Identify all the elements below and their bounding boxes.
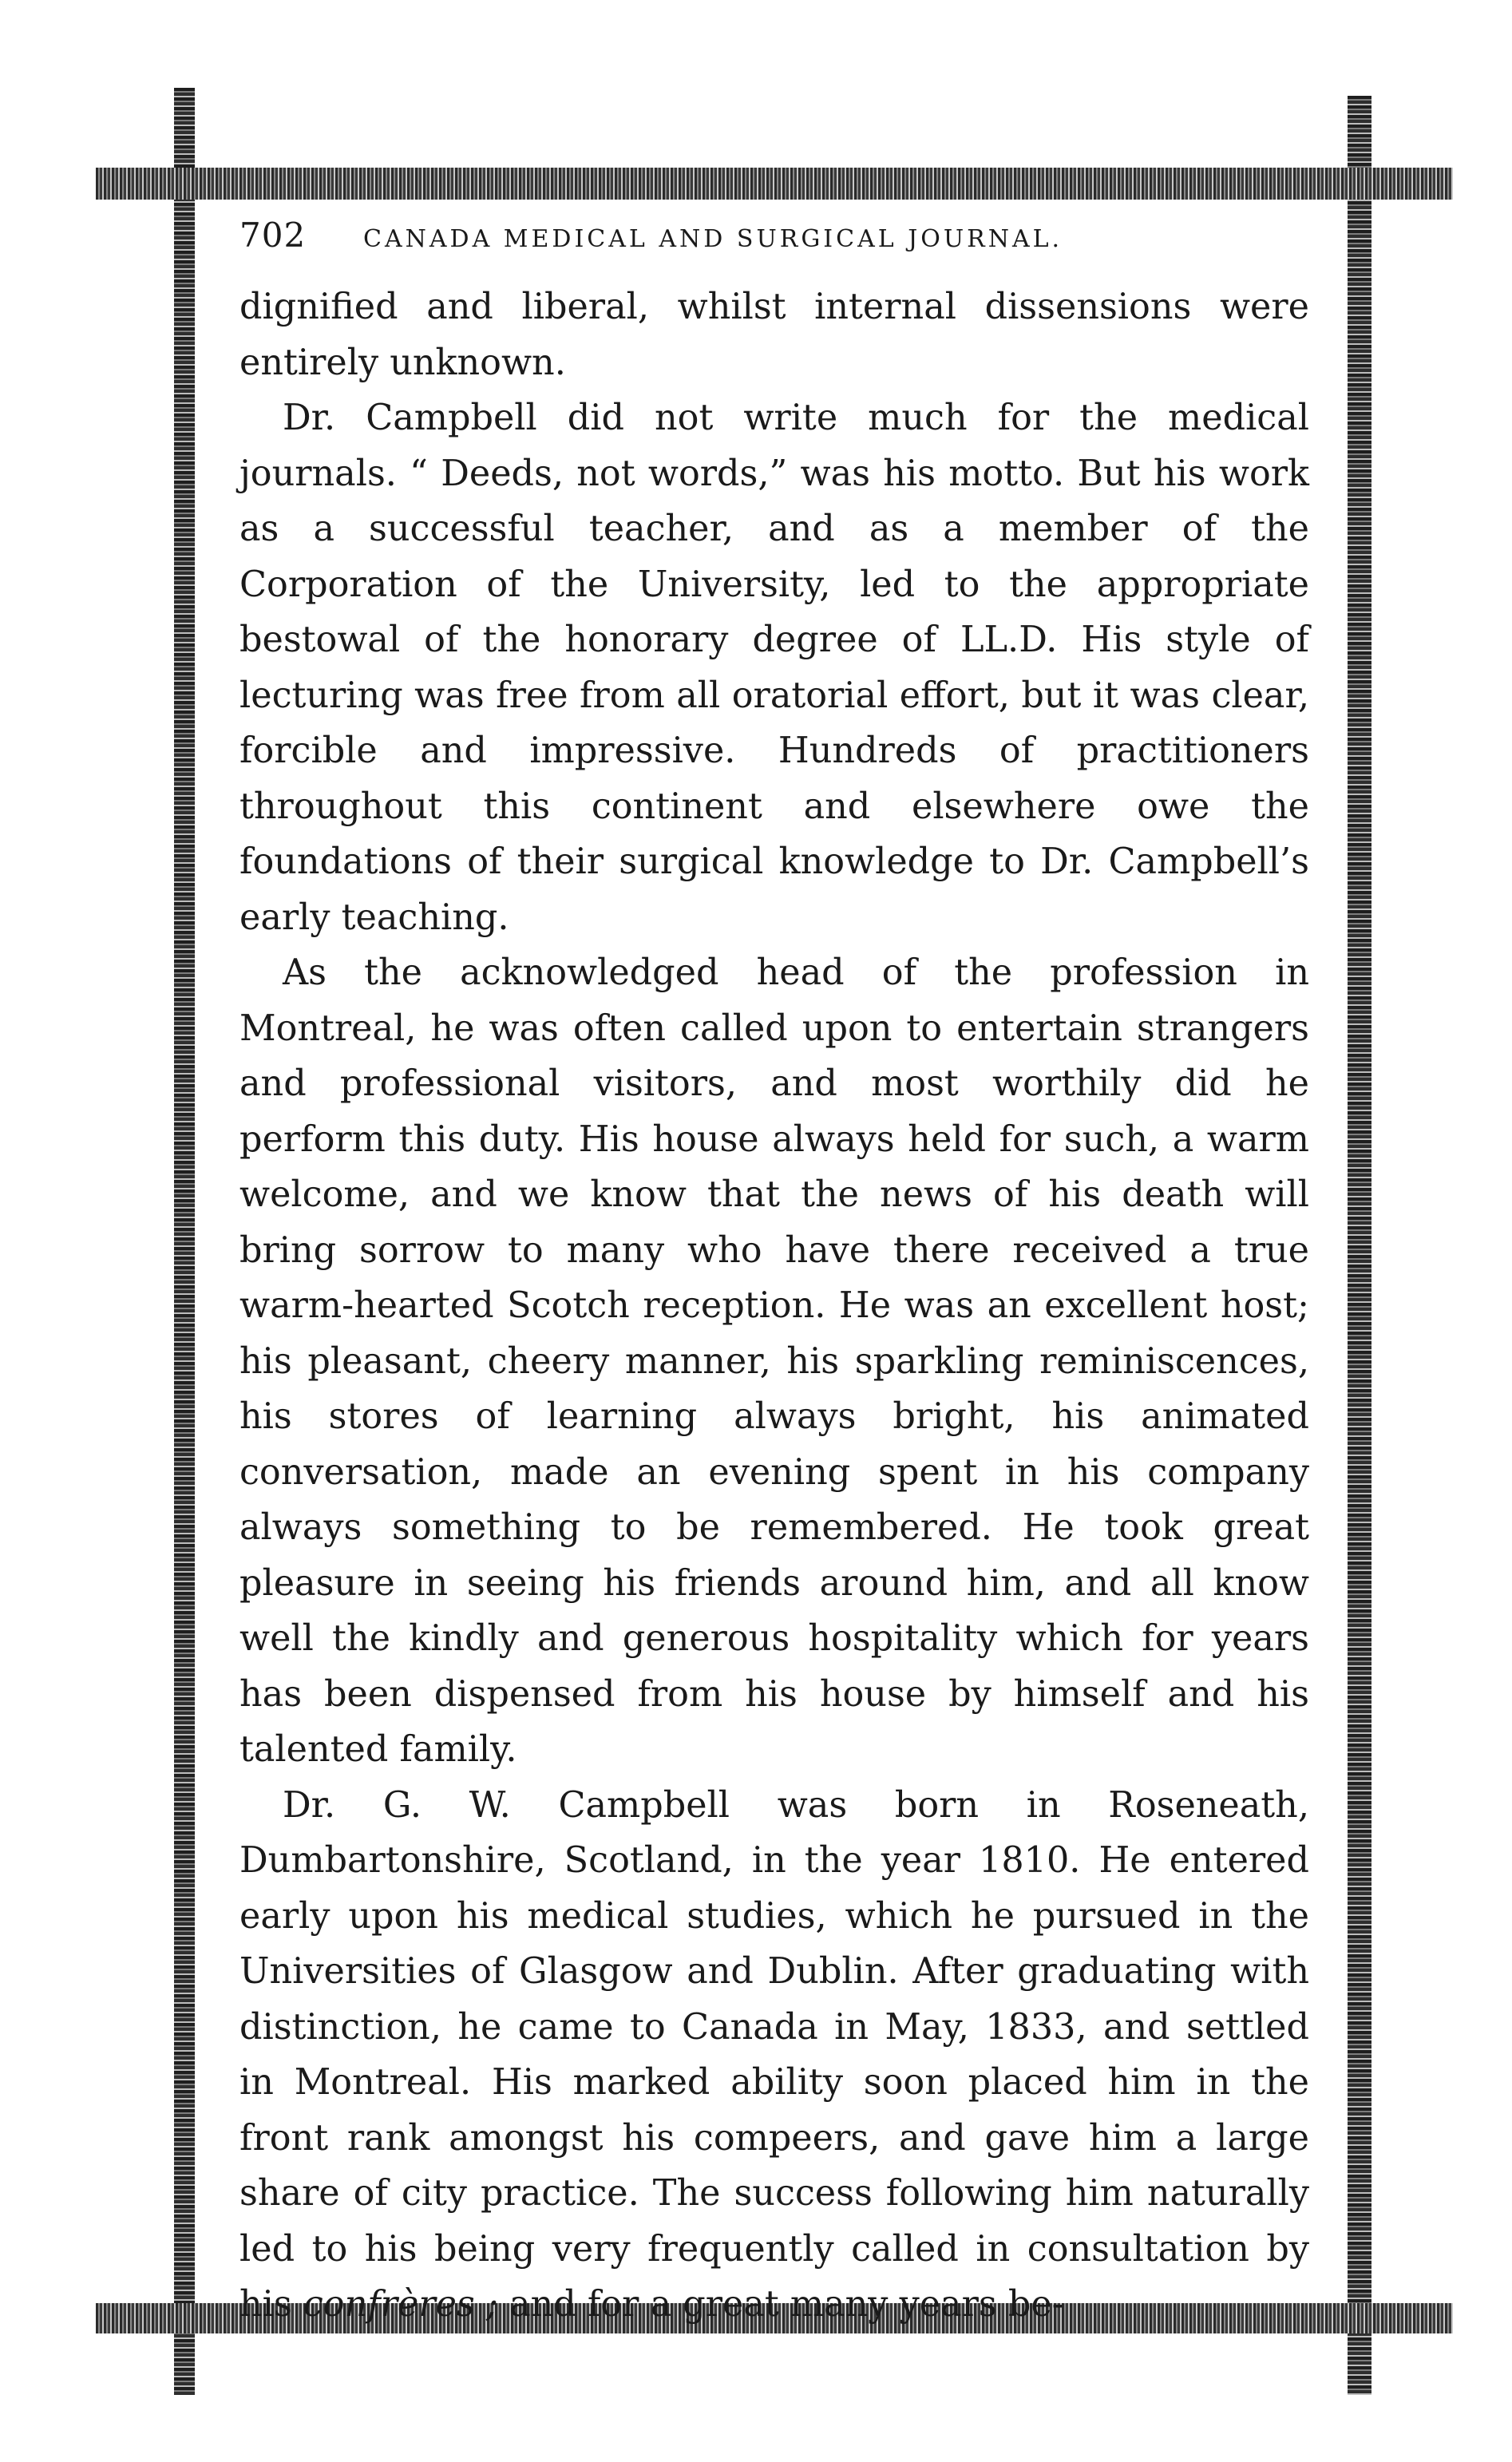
paragraph-2: Dr. Campbell did not write much for the medical journals. “ Deeds, not words,” was his motto. But his work as a successful teacher, and as a member of the Corporation of the University, led to the appropriate bestowal of the honorary degree of LL.D. His style of lecturing was free from all oratorial effort, but it was clear, forcible and impressive. Hundreds of practitioners throughout this continent and elsewhere owe the foundations of their surgical knowledge to Dr. Campbell’s early teaching. (239, 398, 1309, 938)
page-number: 702 (239, 216, 307, 255)
right-frame-border (1348, 96, 1371, 2395)
paragraph-4-italic-term: confrères ; (303, 2284, 498, 2325)
left-frame-border (174, 88, 195, 2395)
paragraph-1: dignified and liberal, whilst internal dissensions were entirely unknown. (239, 287, 1309, 383)
paragraph-4-text-end: and for a great many years be- (497, 2284, 1064, 2325)
running-head: CANADA MEDICAL AND SURGICAL JOURNAL. (363, 225, 1063, 253)
paragraph-4-text-start: Dr. G. W. Campbell was born in Roseneath, Dumbartonshire, Scotland, in the year 1810. He entered early upon his medical studies, which he pursued in the Universities of Glasgow and Dublin. After graduating with distinction, he came to Canada in May, 1833, and settled in Montreal. His marked ability soon placed him in the front rank amongst his compeers, and gave him a large share of city practice. The success following him naturally led to his being very frequently called in consultation by his (239, 1784, 1309, 2325)
paragraph-4 (239, 1778, 1309, 2333)
top-frame-border (96, 168, 1453, 200)
journal-page (239, 216, 1309, 2333)
paragraph-3: As the acknowledged head of the profession in Montreal, he was often called upon to entertain strangers and professional visitors, and most worthily did he perform this duty. His house always held for such, a warm welcome, and we know that the news of his death will bring sorrow to many who have there received a true warm-hearted Scotch reception. He was an excellent host; his pleasant, cheery manner, his sparkling reminiscences, his stores of learning always bright, his animated conversation, made an evening spent in his company always something to be remembered. He took great pleasure in seeing his friends around him, and all know well the kindly and generous hospitality which for years has been dispensed from his house by himself and his talented family. (239, 952, 1309, 1770)
article-body (239, 279, 1309, 2333)
page-header (239, 216, 1309, 279)
